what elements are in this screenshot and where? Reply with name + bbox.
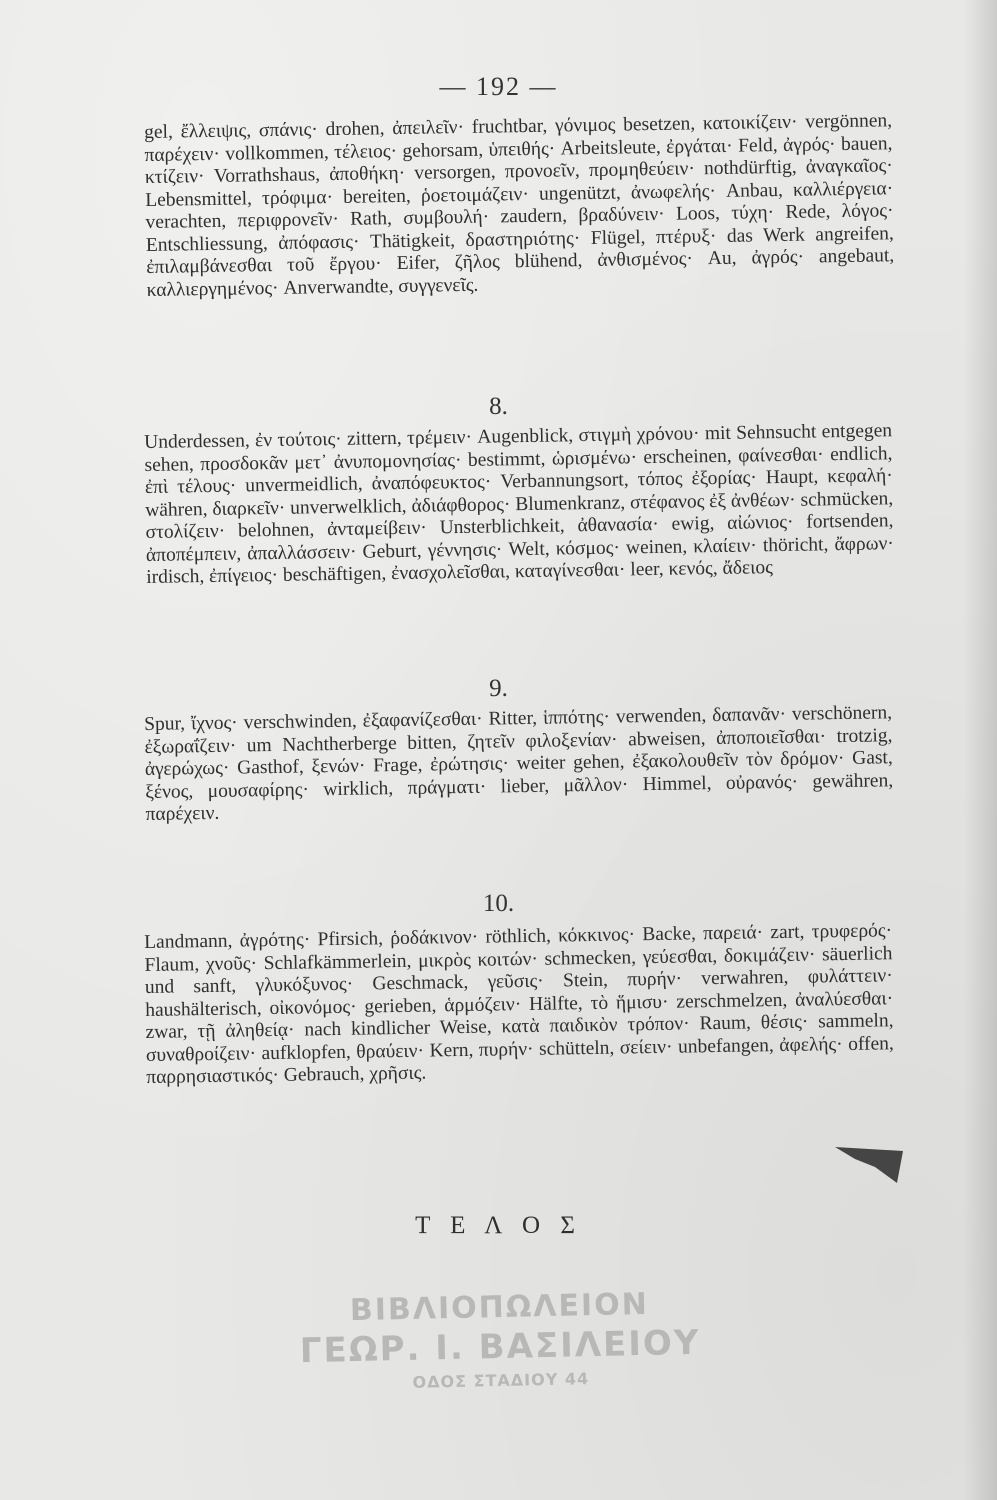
bookseller-stamp: [229, 1284, 771, 1395]
vocabulary-paragraph-9: [144, 702, 894, 826]
section-number-8: 8.: [489, 393, 508, 420]
page-edge-shadow: [963, 0, 997, 1500]
torn-mark: [835, 1145, 905, 1185]
page-number: — 192 —: [439, 72, 558, 101]
section-number-9: 9.: [489, 675, 508, 702]
stamp-line-2: ΓΕΩΡ. Ι. ΒΑΣΙΛΕΙΟΥ: [299, 1322, 701, 1372]
section-number-10: 10.: [482, 890, 515, 917]
stamp-line-1: ΒΙΒΛΙΟΠΩΛΕΙΟΝ: [349, 1286, 650, 1329]
section-9-text: Spur, ἴχνος· verschwinden, ἐξαφανίζεσθαι· Ritter, ἱππότης· verwenden, δαπανᾶν· verschönern, ἐξωραΐζειν· um Nachtherberge bitten, ζητεῖν φιλοξενίαν· abweisen, ἀποποιεῖσθαι· trotzig, ἀγερώχως· Gasthof, ξενών· Frage, ἐρώτησις· weiter gehen, ἐξακολουθεῖν τὸν δρόμον· Gast, ξένος, μουσαφίρης· wirklich, πράγματι· lieber, μᾶλλον· Himmel, οὐρανός· gewähren, παρέχειν.: [144, 702, 894, 825]
intro-text: gel, ἔλλειψις, σπάνις· drohen, ἀπειλεῖν· fruchtbar, γόνιμος besetzen, κατοικίζειν· vergönnen, παρέχειν· vollkommen, τέλειος· gehorsam, ὑπειθής· Arbeitsleute, ἐργάται· Feld, ἀγρός· bauen, κτίζειν· Vorrathshaus, ἀποθήκη· versorgen, προνοεῖν, προμηθεύειν· nothdürftig, ἀναγκαῖος· Lebensmittel, τρόφιμα· bereiten, ῥοετοιμάζειν· ungenützt, ἀνωφελής· Anbau, καλλιέργεια· verachten, περιφρονεῖν· Rath, συμβουλή· zaudern, βραδύνειν· Loos, τύχη· Rede, λόγος· Entschliessung, ἀπόφασις· Thätigkeit, δραστηριότης· Flügel, πτέρυξ· das Werk angreifen, ἐπιλαμβάνεσθαι τοῦ ἔργου· Eifer, ζῆλος blühend, ἀνθισμένος· Au, ἀγρός· angebaut, καλλιεργημένος· Anverwandte, συγγενεῖς.: [144, 110, 895, 301]
vocabulary-paragraph-10: [144, 920, 894, 1089]
section-8-text: Underdessen, ἐν τούτοις· zittern, τρέμειν· Augenblick, στιγμὴ χρόνου· mit Sehnsucht entgegen sehen, προσδοκᾶν μετ᾽ ἀνυπομονησίας· bestimmt, ὡρισμένω· erscheinen, φαίνεσθαι· endlich, ἐπὶ τέλους· unvermeidlich, ἀναπόφευκτος· Verbannungsort, τόπος ἐξορίας· Haupt, κεφαλή· währen, διαρκεῖν· unverwelklich, ἀδιάφθορος· Blumenkranz, στέφανος ἐξ ἀνθέων· schmücken, στολίζειν· belohnen, ἀνταμείβειν· Unsterblichkeit, ἀθανασία· ewig, αἰώνιος· fortsenden, ἀποπέμπειν, ἀπαλλάσσειν· Geburt, γέννησις· Welt, κόσμος· weinen, κλαίειν· thöricht, ἄφρων· irdisch, ἐπίγειος· beschäftigen, ἐνασχολεῖσθαι, καταγίνεσθαι· leer, κενός, ἄδειος: [144, 420, 895, 588]
stamp-line-3: ΟΔΟΣ ΣΤΑΔΙΟΥ 44: [412, 1369, 590, 1392]
vocabulary-paragraph-intro: [144, 110, 895, 302]
end-word: Τ Ε Λ Ο Σ: [415, 1212, 582, 1239]
vocabulary-paragraph-8: [144, 420, 894, 589]
section-10-text: Landmann, ἀγρότης· Pfirsich, ῥοδάκινον· röthlich, κόκκινος· Backe, παρειά· zart, τρυφερός· Flaum, χνοῦς· Schlafkämmerlein, μικρὸς κοιτών· schmecken, γεύεσθαι, δοκιμάζειν· säuerlich und sanft, γλυκόξυνος· Geschmack, γεῦσις· Stein, πυρήν· verwahren, φυλάττειν· haushälterisch, οἰκονόμος· gerieben, ἁρμόζειν· Hälfte, τὸ ἥμισυ· zerschmelzen, ἀναλύεσθαι· zwar, τῇ ἀληθείᾳ· nach kindlicher Weise, κατὰ παιδικὸν τρόπον· Raum, θέσις· sammeln, συναθροίζειν· aufklopfen, θραύειν· Kern, πυρήν· schütteln, σείειν· unbefangen, ἀφελής· offen, παρρησιαστικός· Gebrauch, χρῆσις.: [144, 920, 895, 1088]
